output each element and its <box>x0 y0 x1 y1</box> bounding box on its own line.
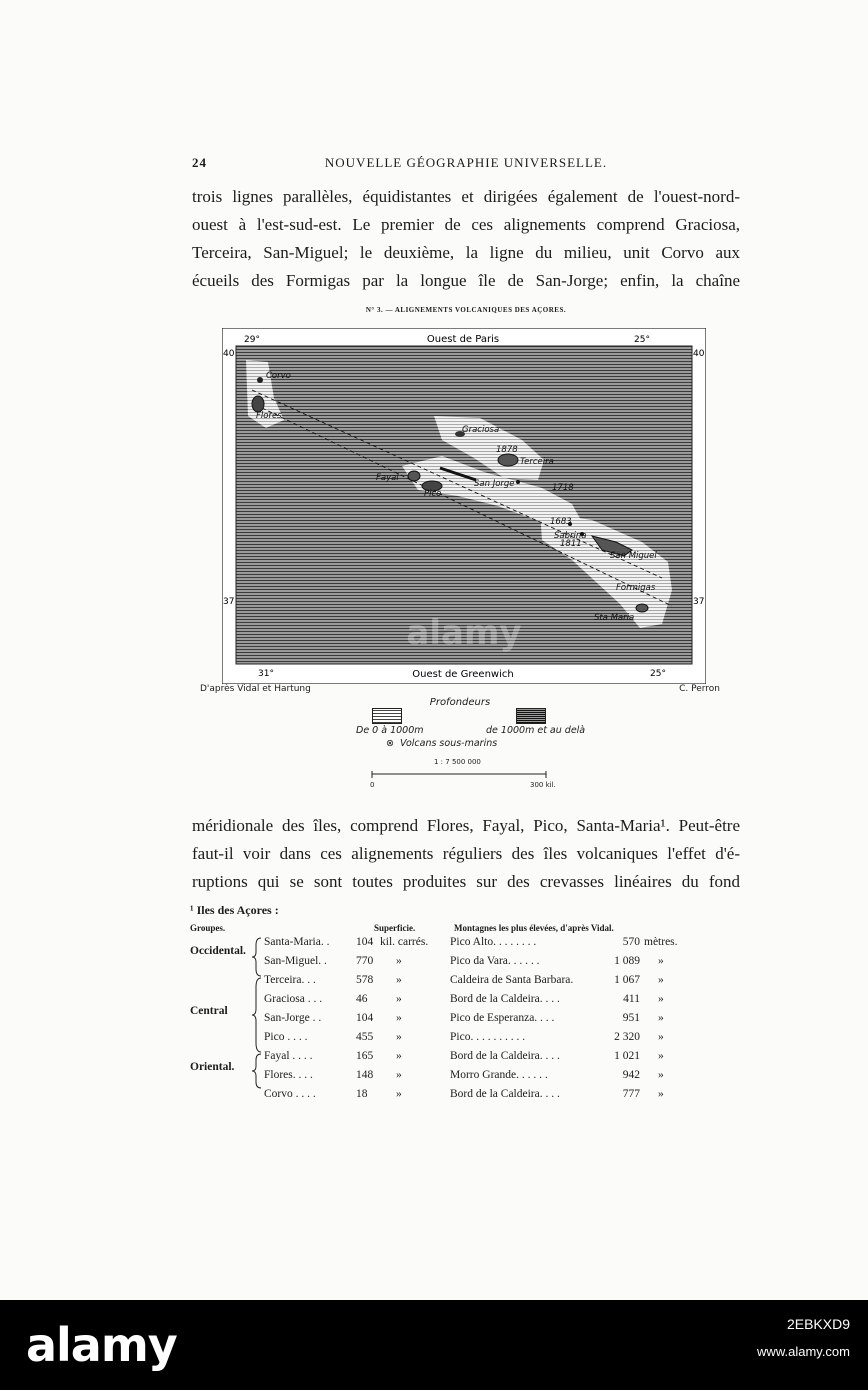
cell-island: Corvo . . . . <box>264 1088 316 1100</box>
cell-area: 46 <box>356 993 368 1005</box>
stock-banner <box>0 1300 868 1390</box>
label-pico: Pico <box>424 489 442 499</box>
cell-height: 1 021 <box>614 1050 640 1062</box>
map-top-label: Ouest de Paris <box>426 334 500 345</box>
map-caption: N° 3. — ALIGNEMENTS VOLCANIQUES DES AÇORES. <box>365 306 567 314</box>
cell-island: San-Miguel. . <box>264 955 327 967</box>
cell-height: 1 089 <box>614 955 640 967</box>
cell-height: 570 <box>622 936 640 948</box>
cell-height-unit: » <box>658 974 664 986</box>
cell-height: 777 <box>622 1088 640 1100</box>
group-oriental: Oriental. <box>190 1061 235 1073</box>
lat-top-left: 40 <box>223 349 235 359</box>
cell-area-unit: » <box>396 1050 402 1062</box>
cell-mountain: Bord de la Caldeira. . . . <box>450 1050 560 1062</box>
text-line: ruptions qui se sont toutes produites sur des crevasses linéaires du fond <box>192 872 740 891</box>
swatch-shallow <box>372 708 402 724</box>
cell-mountain: Morro Grande. . . . . . <box>450 1069 548 1081</box>
text-line: trois lignes parallèles, équidistantes et dirigées également de l'ouest-nord- <box>192 187 740 206</box>
cell-height: 2 320 <box>614 1031 640 1043</box>
cell-area: 104 <box>356 936 374 948</box>
legend-volcano-label: Volcans sous-marins <box>400 738 498 749</box>
cell-mountain: Pico de Esperanza. . . . <box>450 1012 555 1024</box>
cell-mountain: Caldeira de Santa Barbara. <box>450 974 574 986</box>
cell-height-unit: mètres. <box>644 936 678 948</box>
cell-height: 951 <box>622 1012 640 1024</box>
paragraph-top <box>192 183 740 295</box>
lon-top-right: 25° <box>634 335 650 345</box>
label-year: 1718 <box>552 483 574 493</box>
lon-bottom-left: 31° <box>258 669 274 679</box>
text-line: écueils des Formigas par la longue île de San-Jorge; enfin, la chaîne <box>192 271 740 290</box>
cell-area-unit: » <box>396 974 402 986</box>
cell-height: 942 <box>622 1069 640 1081</box>
footnote-title: ¹ Iles des Açores : <box>190 903 279 917</box>
col-header-montagnes: Montagnes les plus élevées, d'après Vidal. <box>454 923 614 933</box>
scale-zero: 0 <box>370 781 375 789</box>
scale-end: 300 kil. <box>530 781 556 789</box>
label-corvo: Corvo <box>266 371 291 381</box>
cell-area-unit: » <box>396 1069 402 1081</box>
credit-right: C. Perron <box>679 684 720 694</box>
brace-oriental <box>250 1053 264 1089</box>
cell-height: 411 <box>623 993 640 1005</box>
cell-mountain: Bord de la Caldeira. . . . <box>450 993 560 1005</box>
cell-height-unit: » <box>658 1088 664 1100</box>
legend-title: Profondeurs <box>429 697 491 708</box>
cell-area-unit: » <box>396 955 402 967</box>
cell-area-unit: » <box>396 1031 402 1043</box>
label-sanmiguel: San Miguel <box>610 551 657 561</box>
brace-central <box>250 977 264 1053</box>
cell-mountain: Pico Alto. . . . . . . . <box>450 936 537 948</box>
cell-height-unit: » <box>658 993 664 1005</box>
cell-area: 455 <box>356 1031 374 1043</box>
label-fayal: Fayal <box>376 473 399 483</box>
label-year: 1811 <box>560 539 582 549</box>
brace-occidental <box>250 937 264 977</box>
cell-island: Terceira. . . <box>264 974 316 986</box>
cell-island: San-Jorge . . <box>264 1012 322 1024</box>
image-code: 2EBKXD9 <box>786 1316 850 1332</box>
island-stamaria <box>636 604 648 612</box>
lon-top-left: 29° <box>244 335 260 345</box>
azores-map <box>222 328 706 684</box>
label-flores: Flores <box>256 411 282 421</box>
watermark: alamy <box>406 613 522 653</box>
scale-ratio: 1 : 7 500 000 <box>434 758 481 766</box>
label-graciosa: Graciosa <box>462 425 500 435</box>
cell-island: Santa-Maria. . <box>264 936 330 948</box>
lat-bottom-right: 37 <box>693 597 705 607</box>
cell-island: Fayal . . . . <box>264 1050 313 1062</box>
running-title: NOUVELLE GÉOGRAPHIE UNIVERSELLE. <box>324 155 608 170</box>
lat-bottom-left: 37 <box>223 597 235 607</box>
cell-island: Pico . . . . <box>264 1031 308 1043</box>
running-header <box>192 155 740 177</box>
label-formigas: Formigas <box>616 583 656 593</box>
map-legend <box>200 684 720 800</box>
submarine-volcano <box>516 480 520 484</box>
cell-area-unit: » <box>396 1012 402 1024</box>
island-corvo <box>257 377 263 383</box>
site-url: www.alamy.com <box>757 1344 850 1359</box>
label-year: 1878 <box>496 445 518 455</box>
text-line: faut-il voir dans ces alignements réguliers des îles volcaniques l'effet d'é- <box>192 844 740 863</box>
cell-area: 104 <box>356 1012 374 1024</box>
submarine-volcano-icon: ⊗ <box>386 738 394 749</box>
page-number: 24 <box>192 155 207 170</box>
scale-bar <box>370 770 550 780</box>
cell-height-unit: » <box>658 1012 664 1024</box>
cell-mountain: Pico da Vara. . . . . . <box>450 955 540 967</box>
col-header-groupes: Groupes. <box>190 923 226 933</box>
paragraph-bottom <box>192 812 740 896</box>
legend-shallow-label: De 0 à 1000m <box>356 725 424 736</box>
cell-mountain: Bord de la Caldeira. . . . <box>450 1088 560 1100</box>
lat-top-right: 40 <box>693 349 705 359</box>
cell-island: Flores. . . . <box>264 1069 313 1081</box>
legend-deep-label: de 1000m et au delà <box>486 725 586 736</box>
group-occidental: Occidental. <box>190 945 246 957</box>
map-bottom-label: Ouest de Greenwich <box>412 669 514 680</box>
cell-area-unit: kil. carrés. <box>380 936 429 948</box>
label-year: 1683 <box>550 517 572 527</box>
island-terceira <box>498 454 518 466</box>
cell-island: Graciosa . . . <box>264 993 323 1005</box>
cell-area: 578 <box>356 974 374 986</box>
island-flores <box>252 396 264 412</box>
cell-area: 18 <box>356 1088 368 1100</box>
cell-area: 770 <box>356 955 374 967</box>
credit-left: D'après Vidal et Hartung <box>200 684 311 694</box>
label-stamaria: Sta Maria <box>594 613 635 623</box>
cell-height: 1 067 <box>614 974 640 986</box>
label-sanjorge: San Jorge <box>474 479 515 489</box>
label-terceira: Terceira <box>520 457 554 467</box>
cell-area-unit: » <box>396 993 402 1005</box>
lon-bottom-right: 25° <box>650 669 666 679</box>
island-fayal <box>408 471 420 481</box>
alamy-logo: alamy <box>26 1318 177 1372</box>
text-line: Terceira, San-Miguel; le deuxième, la ligne du milieu, unit Corvo aux <box>192 243 740 262</box>
cell-mountain: Pico. . . . . . . . . . <box>450 1031 526 1043</box>
cell-area: 165 <box>356 1050 374 1062</box>
col-header-superficie: Superficie. <box>374 923 416 933</box>
text-line: ouest à l'est-sud-est. Le premier de ces alignements comprend Graciosa, <box>192 215 740 234</box>
cell-area: 148 <box>356 1069 374 1081</box>
cell-height-unit: » <box>658 1069 664 1081</box>
label-sabrina: Sabrina <box>554 531 587 541</box>
cell-height-unit: » <box>658 1050 664 1062</box>
swatch-deep <box>516 708 546 724</box>
cell-height-unit: » <box>658 1031 664 1043</box>
cell-height-unit: » <box>658 955 664 967</box>
text-line: méridionale des îles, comprend Flores, Fayal, Pico, Santa-Maria¹. Peut-être <box>192 816 740 835</box>
group-central: Central <box>190 1005 228 1017</box>
cell-area-unit: » <box>396 1088 402 1100</box>
